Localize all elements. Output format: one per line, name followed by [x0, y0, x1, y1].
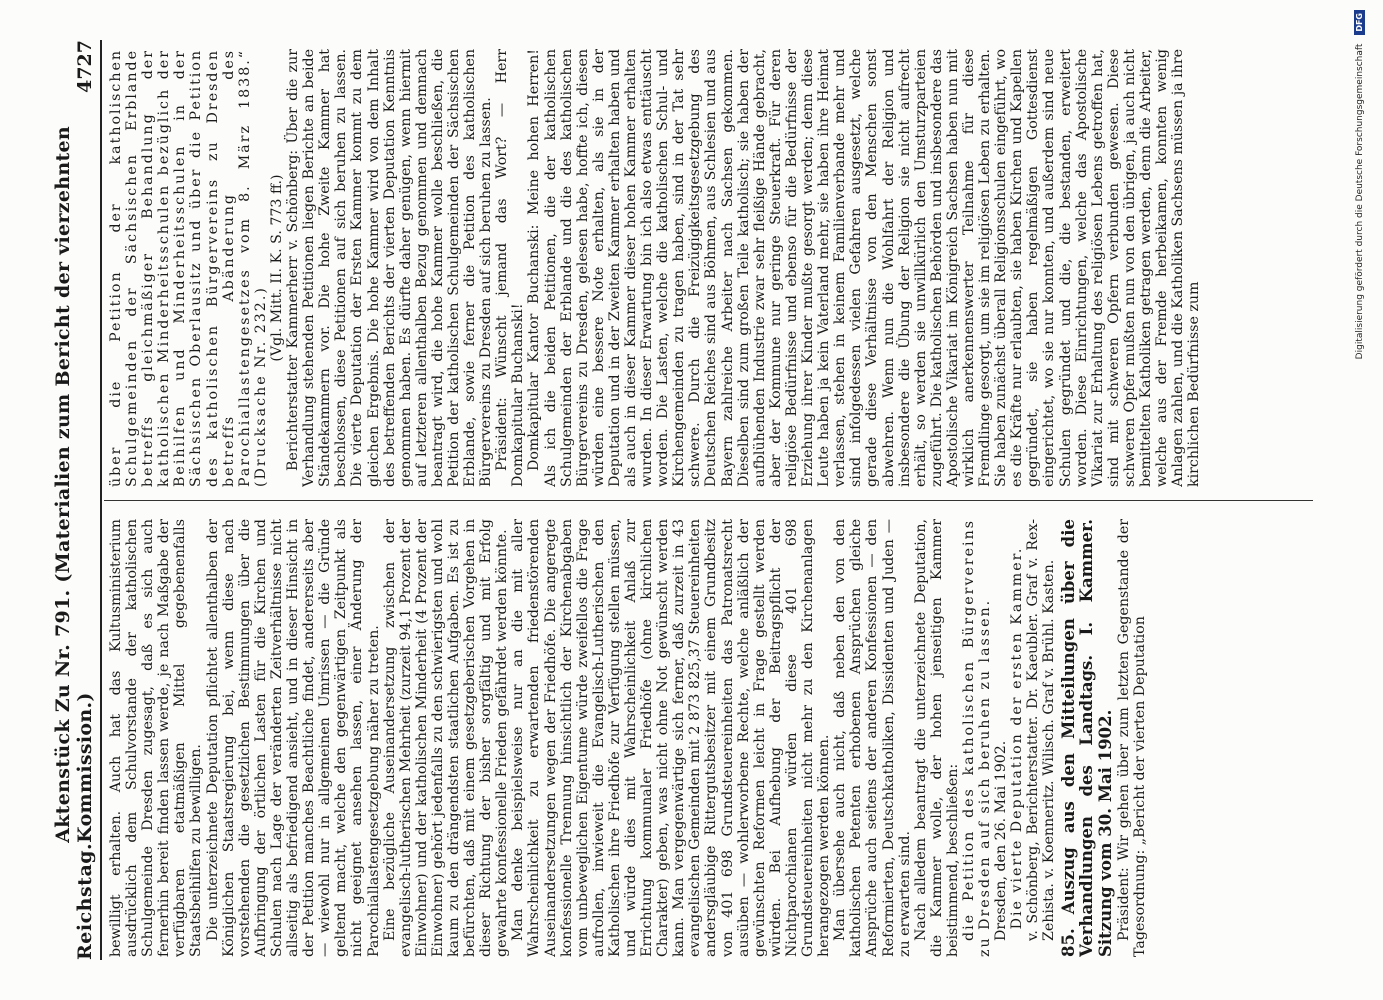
header-left: Reichstag.: [74, 842, 96, 960]
paragraph: Die unterzeichnete Deputation pflichtet allenthalben der Königlichen Staatsregierung bei, wenn diese nach vorstehenden die gesetzlichen Bestimmungen über die Aufbringung der örtlichen Lasten für die Kirchen und Schulen nach Lage der veränderten Zeitverhältnisse nicht allseitig als befriedigend ansieht, und in dieser Hinsicht in der Petition manches Beachtliche findet, andererseits aber — wiewohl nur in allgemeinen Umrissen — die Gründe geltend macht, welche den gegenwärtigen Zeitpunkt als nicht geeignet ansehen lassen, einer Änderung der Parochiallastengesetzgebung näher zu treten.: [204, 519, 382, 957]
paragraph: Man denke beispielsweise nur an die mit aller Wahrscheinlichkeit zu erwartenden friedenstörenden Auseinandersetzungen wegen der Friedhöfe. Die angeregte konfessionelle Trennung hinsichtlich der Kirchenabgaben vom unbeweglichen Eigentume würde zweifellos die Frage aufrollen, inwieweit die Evangelisch-Lutherischen den Katholischen ihre Friedhöfe zur Verfügung stellen müssen, und würde dies mit Wahrscheinlichkeit Anlaß zur Errichtung kommunaler Friedhöfe (ohne kirchlichen Charakter) geben, was nicht ohne Not gewünscht werden kann. Man vergegenwärtige sich ferner, daß zurzeit in 43 evangelischen Gemeinden mit 2 873 825,37 Steuereinheiten andersgläubige Rittergutsbesitzer mit einem Grundbesitz von 401 698 Grundsteuereinheiten das Patronatsrecht ausüben — wohlerworbene Rechte, welche anläßlich der gewünschten Reformen leicht in Frage gestellt werden würden. Bei Aufhebung der Beitragspflicht der Nichtparochianen würden diese 401 698 Grundsteuereinheiten nicht mehr zu den Kirchenanlagen herangezogen werden können.: [510, 519, 833, 957]
paragraph: Präsident: Wir gehen über zum letzten Gegenstande der Tagesordnung: „Bericht der vierten Deputation: [1116, 519, 1149, 957]
paragraph: Nach alledem beantragt die unterzeichnete Deputation, die Kammer wolle, der hohen jenseitigen Kammer beistimmend, beschließen:: [912, 519, 961, 957]
cross-reference: (Vgl. Mitt. II. K. S. 773 ff.): [268, 174, 285, 362]
dfg-logo: DFG: [1354, 10, 1365, 35]
section-heading: 85. Auszug aus den Mitteilungen über die Verhandlungen des Landtags. I. Kammer. Sitzung vom 30. Mai 1902.: [1058, 519, 1115, 957]
motion-text: die Petition des katholischen Bürgervereins zu Dresden auf sich beruhen zu lassen.: [960, 519, 994, 957]
header-title: Aktenstück Zu Nr. 791. (Materialien zum Bericht der vierzehnten Kommission.): [52, 125, 96, 843]
signatory-heading: Die vierte Deputation der ersten Kammer.: [1009, 546, 1026, 930]
paragraph: Domkapitular Kantor Buchanski: Meine hohen Herren! Als ich die beiden Petitionen, die der katholischen Schulgemeinden der Erblande und die des katholischen Bürgervereins zu Dresden, gelesen habe, hoffte ich, diesen würden eine bessere Note erhalten, als sie in der Deputation und in der Zweiten Kammer erhalten haben und als auch in dieser Kammer dieser hohen Kammer erhalten wurden. In dieser Erwartung bin ich also etwas enttäuscht worden. Die Lasten, welche die katholischen Schul- und Kirchengemeinden zu tragen haben, sind in der Tat sehr schwere. Durch die Freizügigkeitsgesetzgebung des Deutschen Reiches sind aus Böhmen, aus Schlesien und aus Bayern zahlreiche Arbeiter nach Sachsen gekommen. Dieselben sind zum großen Teile katholisch; sie haben der aufblühenden Industrie zwar sehr fleißige Hände gebracht, aber der Kommune nur geringe Steuerkraft. Für deren religiöse Bedürfnisse und ebenso für die Bedürfnisse der Erziehung ihrer Kinder mußte gesorgt werden; denn diese Leute haben ja kein Vaterland mehr, sie haben ihre Heimat verlassen, stehen in keinem Familienverbande mehr und sind infolgedessen vielen Gefahren ausgesetzt, welche gerade diese Verhältnisse von den Menschen sonst abwehren. Wenn nun die Wohlfahrt der Religion und insbesondere die Übung der Religion sie nicht aufrecht erhält, so werden sie unwillkürlich den Umsturzparteien zugeführt. Die katholischen Behörden und insbesondere das Apostolische Vikariat im Königreich Sachsen haben nun mit wirklich anerkennenswerter Teilnahme für diese Fremdlinge gesorgt, um sie im religiösen Leben zu erhalten. Sie haben zunächst überall Religionsschulen eingeführt, wo es die Kräfte nur erlaubten, sie haben Kirchen und Kapellen gegründet, sie haben regelmäßigen Gottesdienst eingerichtet, wo sie nur konnten, und außerdem sind neue Schulen gegründet und die, die bestanden, erweitert worden. Diese Einrichtungen, welche das Apostolische Vikariat zur Erhaltung des religiösen Lebens getroffen hat, sind mit schweren Opfern verbunden gewesen. Diese schweren Opfer mußten nun von den übrigen, ja auch nicht bemittelten Katholiken getragen werden, denn die Arbeiter, welche aus der Fremde herbeikamen, konnten wenig Anlagen zahlen, und die Katholiken Sachsens müssen ja ihre kirchlichen Bedürfnisse zum: [526, 49, 1203, 487]
page-number: 4727: [74, 40, 96, 93]
paragraph: Eine bezügliche Auseinandersetzung zwischen der evangelisch-lutherischen Mehrheit (zurzeit 94,1 Prozent der Einwohner) und der katholischen Minderheit (4 Prozent der Einwohner) gehört jedenfalls zu den schwierigsten und wohl kaum zu den drängendsten staatlichen Aufgaben. Es ist zu befürchten, daß mit einem gesetzgeberischen Vorgehen in dieser Richtung der bisher sorgfältig und mit Erfolg gewahrte konfessionelle Frieden gefährdet werden könnte.: [381, 519, 511, 957]
right-column: [108, 49, 1309, 487]
signatories: v. Schönberg, Berichterstatter. Dr. Kaeubler. Graf v. Rex-Zehista. v. Koenneritz. Wilisch. Graf v. Brühl. Kasten.: [1025, 519, 1058, 941]
page-header: [52, 40, 96, 960]
paragraph: über die Petition der katholischen Schulgemeinden der Sächsischen Erblande betreffs gleichmäßiger Behandlung der katholischen Minderheitsschulen bezüglich der Beihilfen und Minderheitsschulen in der Sächsischen Oberlausitz und über die Petition des katholischen Bürgervereins zu Dresden betreffs Abänderung des Parochiallastengesetzes vom 8. März 1838.“ (Drucksache Nr. 232.): [108, 49, 269, 487]
paragraph: bewilligt erhalten. Auch hat das Kultusministerium ausdrücklich dem Schulvorstande der katholischen Schulgemeinde Dresden zugesagt, daß es sich auch fernerhin bereit finden lassen werde, je nach Maßgabe der verfügbaren etatmäßigen Mittel gegebenenfalls Staatsbeihilfen zu bewilligen.: [108, 519, 205, 957]
column-separator: [104, 500, 1313, 501]
dateline: Dresden, den 26. Mai 1902.: [993, 740, 1010, 941]
paragraph: Berichterstatter Kammerherr v. Schönberg: Über die zur Verhandlung stehenden Petitionen liegen Berichte an beide Ständekammern vor. Die hohe Zweite Kammer hat beschlossen, diese Petitionen auf sich beruhen zu lassen. Die vierte Deputation der Ersten Kammer kommt zu dem gleichen Ergebnis. Die hohe Kammer wird von dem Inhalt des betreffenden Berichts der vierten Deputation Kenntnis genommen haben. Es dürfte daher genügen, wenn hiermit auf letzteren allenthalben Bezug genommen und demnach beantragt wird, die hohe Kammer wolle beschließen, die Petition der katholischen Schulgemeinden der Sächsischen Erblande, sowie ferner die Petition des katholischen Bürgervereins zu Dresden auf sich beruhen zu lassen.: [285, 49, 495, 487]
left-column: [108, 519, 1309, 957]
digitization-note: [1354, 10, 1365, 700]
paragraph: Präsident: Wünscht jemand das Wort? — Herr Domkapitular Buchanski!: [494, 49, 527, 487]
header-rule: [100, 40, 102, 960]
paragraph: Man übersehe auch nicht, daß neben den von den katholischen Petenten erhobenen Ansprüchen gleiche Ansprüche auch seitens der anderen Konfessionen — den Reformierten, Deutschkatholiken, Dissidenten und Juden — zu erwarten sind.: [832, 519, 913, 957]
digitization-text: Digitalisierung gefördert durch die Deutsche Forschungsgemeinschaft: [1355, 43, 1365, 360]
